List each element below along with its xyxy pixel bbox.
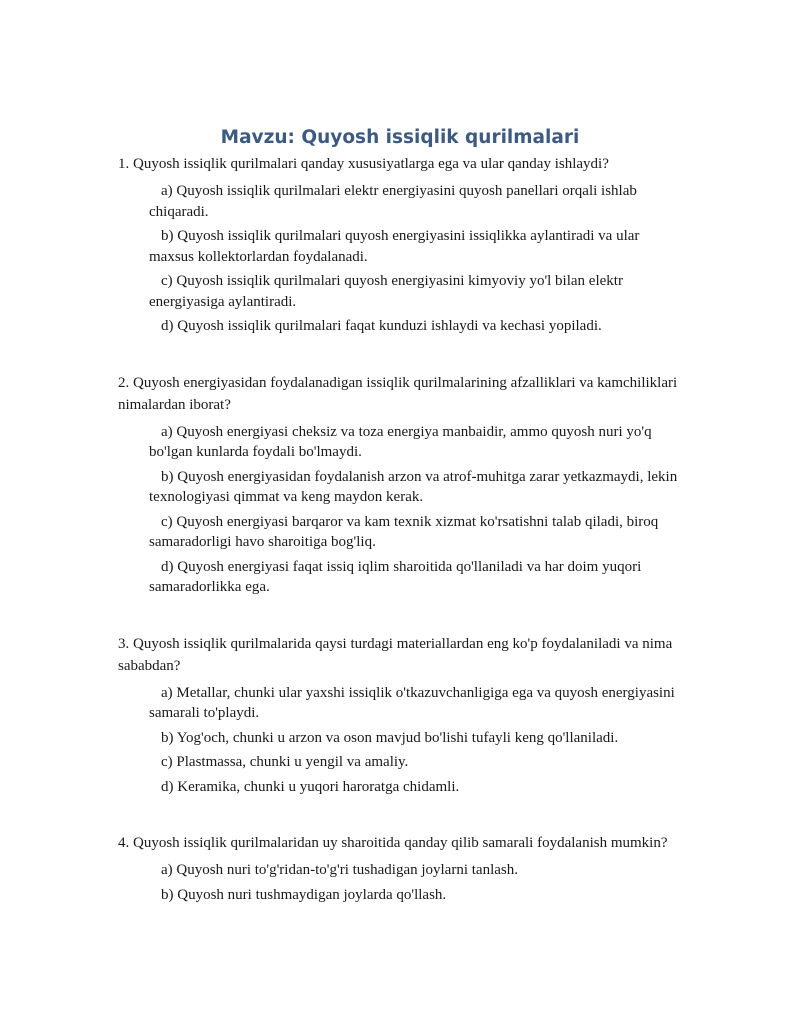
question-3-option-d: d) Keramika, chunki u yuqori haroratga chidamli. — [161, 778, 460, 795]
question-block-3 — [118, 633, 688, 798]
question-3-option-a: a) Metallar, chunki ular yaxshi issiqlik o'tkazuvchanligiga ega va quyosh energiyasini samarali to'playdi. — [149, 684, 675, 721]
question-4-text: 4. Quyosh issiqlik qurilmalaridan uy sharoitida qanday qilib samarali foydalanish mumkin? — [118, 835, 668, 851]
question-1-text: 1. Quyosh issiqlik qurilmalari qanday xususiyatlarga ega va ular qanday ishlaydi? — [118, 156, 609, 172]
question-4-options — [118, 860, 688, 905]
question-3-options — [118, 683, 688, 798]
question-2-options — [118, 422, 688, 598]
question-1-option-c: c) Quyosh issiqlik qurilmalari quyosh energiyasini kimyoviy yo'l bilan elektr energiyasiga aylantiradi. — [149, 273, 623, 310]
page-title: Mavzu: Quyosh issiqlik qurilmalari — [220, 127, 580, 148]
spacer — [118, 602, 688, 633]
question-3-option-c: c) Plastmassa, chunki u yengil va amaliy. — [161, 754, 409, 770]
question-block-2 — [118, 372, 688, 598]
question-3-option-b: b) Yog'och, chunki u arzon va oson mavjud bo'lishi tufayli keng qo'llaniladi. — [161, 729, 619, 746]
question-list — [118, 153, 688, 909]
question-block-4 — [118, 832, 688, 905]
question-block-1 — [118, 153, 688, 337]
spacer — [118, 801, 688, 832]
question-4-option-a: a) Quyosh nuri to'g'ridan-to'g'ri tushadigan joylarni tanlash. — [161, 862, 518, 878]
question-1-option-b: b) Quyosh issiqlik qurilmalari quyosh energiyasini issiqlikka aylantiradi va ular maxsus kollektorlardan foydalanadi. — [149, 228, 640, 265]
question-2-option-b: b) Quyosh energiyasidan foydalanish arzon va atrof-muhitga zarar yetkazmaydi, lekin texnologiyasi qimmat va keng maydon kerak. — [149, 468, 678, 505]
question-2-option-c: c) Quyosh energiyasi barqaror va kam texnik xizmat ko'rsatishni talab qiladi, biroq samaradorligi havo sharoitiga bog'liq. — [149, 513, 659, 550]
question-3-text: 3. Quyosh issiqlik qurilmalarida qaysi turdagi materiallardan eng ko'p foydalaniladi va nima sababdan? — [118, 635, 673, 674]
question-2-option-a: a) Quyosh energiyasi cheksiz va toza energiya manbaidir, ammo quyosh nuri yo'q bo'lgan kunlarda foydali bo'lmaydi. — [149, 423, 652, 460]
question-4-option-b: b) Quyosh nuri tushmaydigan joylarda qo'llash. — [161, 886, 447, 903]
question-2-option-d: d) Quyosh energiyasi faqat issiq iqlim sharoitida qo'llaniladi va har doim yuqori samaradorlikka ega. — [149, 558, 642, 595]
question-1-options — [118, 181, 688, 337]
spacer — [118, 341, 688, 372]
question-1-option-a: a) Quyosh issiqlik qurilmalari elektr energiyasini quyosh panellari orqali ishlab chiqaradi. — [149, 183, 637, 220]
question-1-option-d: d) Quyosh issiqlik qurilmalari faqat kunduzi ishlaydi va kechasi yopiladi. — [161, 318, 602, 334]
question-2-text: 2. Quyosh energiyasidan foydalanadigan issiqlik qurilmalarining afzalliklari va kamchiliklari nimalardan iborat? — [118, 374, 678, 413]
